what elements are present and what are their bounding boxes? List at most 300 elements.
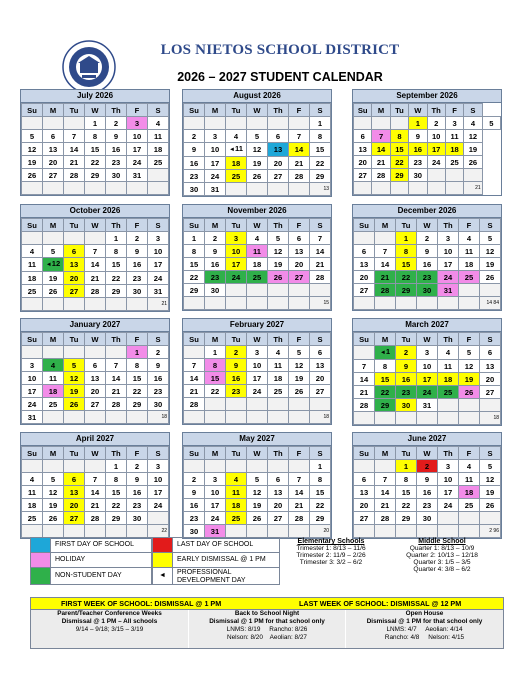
day-count: 15 [310,297,331,310]
empty-cell [396,297,417,310]
day-cell [445,156,463,169]
day-cell [289,258,310,271]
day-cell [354,386,375,399]
day-number: 27 [485,387,495,397]
day-count: 18 [148,411,169,424]
day-number: 16 [189,158,199,168]
empty-cell [85,525,106,538]
day-cell [106,232,127,245]
day-number: 12 [252,487,262,497]
day-cell [310,473,331,486]
empty-cell [22,525,43,538]
day-cell [310,346,331,359]
day-cell [289,499,310,512]
day-number: 7 [296,474,302,484]
day-cell [438,271,459,284]
day-number: 17 [210,500,220,510]
day-cell [310,359,331,372]
day-cell [247,271,268,284]
month-september-2026 [352,89,502,196]
day-cell [127,473,148,486]
day-cell [205,183,226,196]
day-cell [375,473,396,486]
day-number: 17 [252,373,262,383]
conference-dates: 9/14 – 9/18; 3/15 – 3/19 [75,626,144,633]
day-cell [184,359,205,372]
empty-cell [106,411,127,424]
weekday-header: W [85,333,106,346]
day-number: 7 [191,360,197,370]
day-number: 19 [468,144,478,154]
day-number: 21 [380,500,390,510]
empty-cell [289,284,310,297]
empty-cell [64,346,85,359]
day-number: 9 [113,131,119,141]
weekday-header: W [247,104,268,117]
day-cell [459,473,480,486]
day-number: 31 [422,400,432,410]
day-number: 18 [27,273,37,283]
day-number: 1 [415,118,420,128]
day-number: 14 [376,144,386,154]
day-cell [43,169,64,182]
weekday-header: Tu [64,104,85,117]
day-cell [64,385,85,398]
day-number: 8 [92,131,98,141]
day-number: 9 [403,361,409,371]
weekday-header: W [247,219,268,232]
day-cell [464,143,482,156]
day-cell [64,372,85,385]
day-number: 30 [210,285,220,295]
day-cell [459,346,480,360]
month-title: October 2026 [21,205,169,218]
day-cell [372,169,390,182]
empty-cell [148,182,169,195]
day-number: 1 [113,233,119,243]
day-cell [354,245,375,258]
day-cell [417,346,438,360]
day-number: 26 [48,286,58,296]
day-number: 5 [275,233,281,243]
day-cell [310,157,331,170]
day-cell [459,386,480,399]
day-number: 5 [50,474,56,484]
empty-cell [43,346,64,359]
weekday-header: Su [184,219,205,232]
weekday-header: Su [22,104,43,117]
day-cell [148,398,169,411]
day-number: 9 [191,487,197,497]
day-cell [226,157,247,170]
day-number: 24 [422,387,432,397]
day-cell [22,130,43,143]
day-cell [268,359,289,372]
day-number: 3 [29,360,35,370]
day-cell [127,346,148,359]
day-cell [184,258,205,271]
dismissal-bar [31,598,503,610]
day-number: 24 [27,399,37,409]
day-cell [459,232,480,245]
day-cell [464,117,482,130]
day-number: 14 [380,487,390,497]
day-cell [127,130,148,143]
day-number: 6 [275,474,281,484]
weekday-header: Tu [396,447,417,460]
day-cell [127,143,148,156]
day-cell [289,385,310,398]
day-number: 14 [90,487,100,497]
empty-cell [247,117,268,130]
conference-title: Parent/Teacher Conference Weeks [57,610,162,617]
empty-cell [247,525,268,538]
empty-cell [43,182,64,195]
day-number: 29 [132,399,142,409]
day-number: 31 [443,285,453,295]
nonstudent-swatch [31,568,51,584]
day-number: 13 [69,260,79,269]
day-number: 26 [27,170,37,180]
day-cell [148,272,169,285]
day-number: 3 [212,474,218,484]
quarter-line: Quarter 3: 1/5 – 3/5 [413,559,471,566]
weekday-header: M [372,104,390,117]
day-number: 12 [294,360,304,370]
weekday-header: Su [354,104,372,117]
weekday-header: F [289,447,310,460]
day-number: 20 [359,272,369,282]
day-cell [64,258,85,272]
day-number: 13 [294,246,304,256]
day-cell [106,385,127,398]
empty-cell [268,460,289,473]
day-cell [268,385,289,398]
day-number: 9 [134,474,140,484]
day-number: 19 [27,157,37,167]
day-number: 5 [71,360,77,370]
day-number: 14 [294,145,304,154]
day-count: 18 [480,412,501,425]
day-cell [268,258,289,271]
day-number: 3 [212,131,218,141]
day-cell [205,232,226,245]
weekday-header: W [85,219,106,232]
empty-cell [226,460,247,473]
weekday-header: M [375,219,396,232]
month-title: July 2026 [21,90,169,103]
day-number: 19 [294,373,304,383]
empty-cell [184,411,205,424]
weekday-header: Su [184,447,205,460]
empty-cell [289,183,310,196]
day-cell [417,512,438,525]
day-number: 30 [189,526,199,536]
day-number: 13 [273,145,283,154]
weekday-header: F [127,219,148,232]
day-cell [205,499,226,512]
day-cell [64,512,85,525]
day-cell [106,372,127,385]
day-cell [247,473,268,486]
weekday-header: Su [22,333,43,346]
day-cell [480,499,501,512]
weekday-header: M [205,219,226,232]
day-number: 22 [132,386,142,396]
day-cell [310,271,331,284]
day-cell [445,117,463,130]
empty-cell [247,183,268,196]
day-cell [43,398,64,411]
day-cell [438,258,459,271]
day-number: 12 [48,487,58,497]
day-cell [375,499,396,512]
day-number: 4 [466,233,472,243]
day-cell [390,143,408,156]
day-number: 18 [464,259,474,269]
day-number: 2 [233,347,239,357]
day-number: 4 [254,233,260,243]
day-cell [43,372,64,385]
day-cell [205,143,226,157]
empty-cell [43,298,64,311]
bts-row: Nelson: 8/20 Aeolian: 8/27 [227,634,307,641]
weekday-header: M [43,104,64,117]
day-number: 26 [69,399,79,409]
empty-cell [396,412,417,425]
day-cell [417,373,438,386]
day-cell [372,143,390,156]
day-number: 21 [380,272,390,282]
empty-cell [64,525,85,538]
day-count: 14 84 [480,297,501,310]
day-cell [375,346,396,360]
day-number: 28 [294,513,304,523]
day-number: 17 [443,259,453,269]
empty-cell [480,399,501,412]
empty-cell [445,182,463,195]
day-number: 6 [361,246,367,256]
day-cell [247,157,268,170]
day-cell [417,399,438,412]
day-number: 16 [132,487,142,497]
empty-cell [459,412,480,425]
day-cell [127,499,148,512]
day-number: 29 [380,400,390,410]
empty-cell [85,232,106,245]
weekday-header: S [310,333,331,346]
day-number: 27 [294,272,304,282]
day-number: 3 [452,118,457,128]
weekday-header: M [43,219,64,232]
day-number: 4 [470,118,476,128]
day-number: 9 [155,360,161,370]
day-cell [354,271,375,284]
day-number: 25 [153,157,163,167]
day-number: 21 [90,273,100,283]
weekday-header: F [459,447,480,460]
day-count: 20 [310,525,331,538]
bts-row: LNMS: 8/19 Rancho: 8/26 [226,626,308,633]
day-number: 28 [315,272,325,282]
day-number: 5 [487,233,493,243]
day-cell [64,272,85,285]
day-number: 4 [233,474,239,484]
trimesters-box [290,538,372,566]
day-cell [148,258,169,272]
day-cell [226,486,247,499]
day-number: 15 [210,373,220,383]
day-number: 19 [252,500,262,510]
pd-arrow-icon: ◄ [153,568,173,584]
day-number: 18 [153,144,163,154]
day-cell [106,272,127,285]
day-number: 2 [113,118,119,128]
day-cell [148,245,169,258]
day-cell [205,170,226,183]
day-number: 26 [252,513,262,523]
day-number: 19 [48,500,58,510]
day-number: 28 [69,170,79,180]
month-title: November 2026 [183,205,331,218]
day-cell [289,245,310,258]
empty-cell [64,232,85,245]
day-number: 31 [27,412,37,422]
legend-first-day [30,537,152,553]
day-cell [22,245,43,258]
day-number: 13 [48,144,58,154]
empty-cell [354,232,375,245]
day-number: 12 [485,246,495,256]
trimesters-heading: Elementary Schools [297,538,365,545]
month-title: April 2027 [21,433,169,446]
oh-row: LNMS: 4/7 Aeolian: 4/14 [386,626,463,633]
day-cell [22,486,43,499]
day-number: 14 [315,246,325,256]
day-cell [184,232,205,245]
empty-cell [268,411,289,424]
day-number: 14 [189,373,199,383]
empty-cell [464,169,482,182]
day-number: 17 [153,487,163,497]
day-number: 30 [111,170,121,180]
day-cell [310,130,331,143]
empty-cell [417,412,438,425]
day-cell [148,285,169,298]
day-number: 19 [485,259,495,269]
day-number: 15 [315,487,325,497]
day-number: 24 [210,513,220,523]
day-number: 19 [273,259,283,269]
empty-cell [184,297,205,310]
day-cell [205,271,226,284]
day-cell [205,359,226,372]
day-number: 26 [48,513,58,523]
weekday-header: Th [438,333,459,346]
last-week-note: LAST WEEK OF SCHOOL: DISMISSAL @ 12 PM [299,599,462,608]
day-cell [438,460,459,473]
empty-cell [354,460,375,473]
day-cell [226,130,247,143]
day-number: 28 [111,399,121,409]
day-number: 8 [382,361,388,371]
day-cell [375,386,396,399]
empty-cell [106,346,127,359]
day-cell [354,473,375,486]
day-cell [85,359,106,372]
day-number: 29 [111,286,121,296]
day-cell [310,170,331,183]
day-number: 20 [315,373,325,383]
day-cell [354,130,372,143]
day-number: 28 [90,513,100,523]
day-number: 25 [27,286,37,296]
empty-cell [85,182,106,195]
day-number: 10 [231,246,241,256]
empty-cell [64,117,85,130]
day-cell [127,285,148,298]
day-cell [289,232,310,245]
day-number: 30 [132,513,142,523]
day-number: 30 [401,400,411,410]
day-number: 21 [90,500,100,510]
day-number: 22 [111,500,121,510]
day-cell [85,169,106,182]
empty-cell [22,346,43,359]
day-cell [390,130,408,143]
day-cell [184,473,205,486]
day-cell [148,460,169,473]
day-cell [184,398,205,411]
weekday-header: W [85,104,106,117]
day-cell [375,486,396,499]
empty-cell [480,284,501,297]
day-number: 3 [155,461,161,471]
day-cell [247,245,268,258]
day-cell [396,258,417,271]
day-number: 29 [90,170,100,180]
day-cell [226,385,247,398]
day-number: 27 [69,513,79,523]
day-number: 2 [134,461,140,471]
day-cell [438,386,459,399]
day-number: 10 [252,360,262,370]
day-number: 20 [273,158,283,168]
day-number: 23 [413,157,423,167]
month-june-2027 [352,432,502,539]
day-cell [375,512,396,525]
day-cell [310,460,331,473]
day-cell [459,486,480,499]
day-cell [205,130,226,143]
day-number: 29 [315,513,325,523]
empty-cell [372,182,390,195]
weekday-header: M [205,333,226,346]
day-cell [64,143,85,156]
day-cell [106,473,127,486]
empty-cell [247,284,268,297]
weekday-header: S [310,104,331,117]
empty-cell [43,525,64,538]
weekday-header: M [375,333,396,346]
day-number: 16 [401,374,411,384]
day-cell [438,245,459,258]
day-number: 18 [27,500,37,510]
empty-cell [354,182,372,195]
day-cell [482,117,500,130]
day-cell [184,170,205,183]
day-cell [289,157,310,170]
